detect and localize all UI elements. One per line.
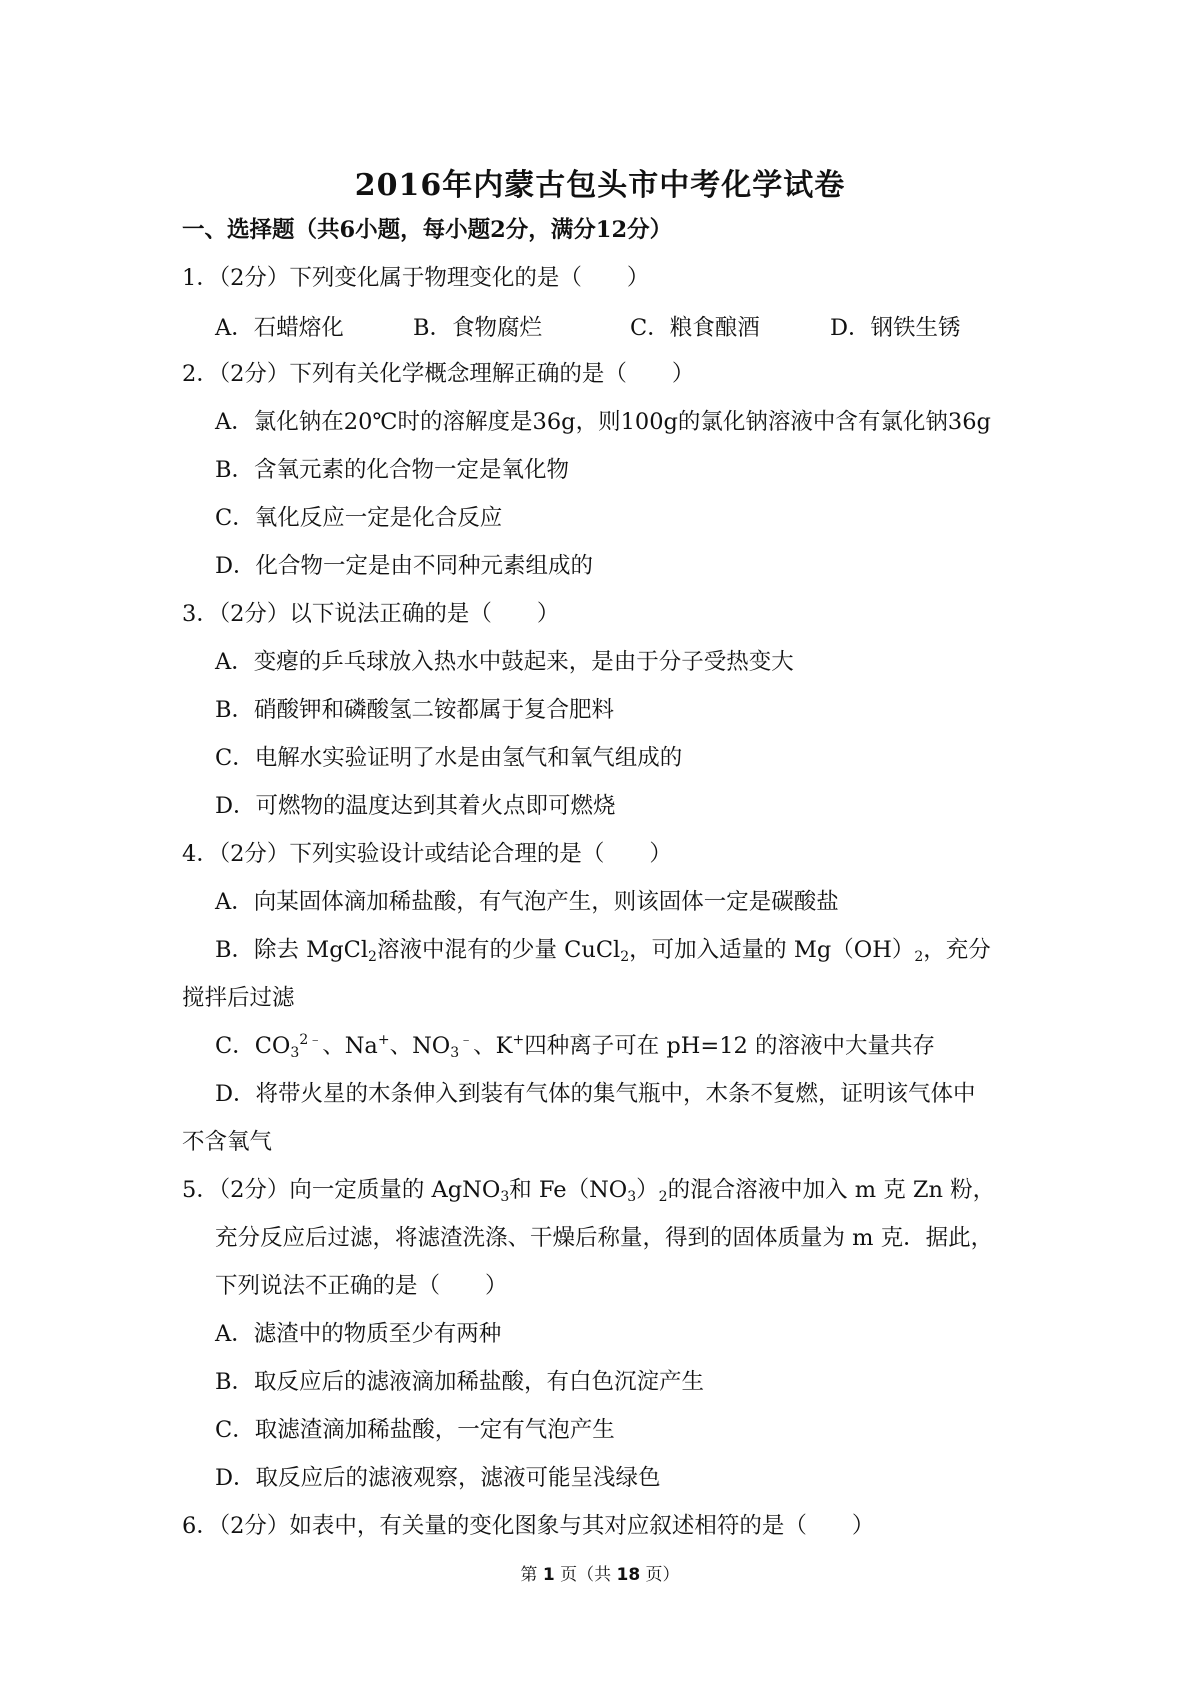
question-4-option-b-continued: 搅拌后过滤	[182, 985, 295, 1011]
question-3-stem: 3．（2分）以下说法正确的是（ ）	[182, 601, 560, 627]
question-4-option-a: A．向某固体滴加稀盐酸，有气泡产生，则该固体一定是碳酸盐	[215, 889, 839, 915]
section-heading: 一、选择题（共6小题，每小题2分，满分12分）	[182, 217, 673, 243]
question-3-option-d: D．可燃物的温度达到其着火点即可燃烧	[215, 793, 616, 819]
question-1-option-a: A．石蜡熔化	[215, 315, 344, 341]
question-5-stem-line-3: 下列说法不正确的是（ ）	[215, 1273, 508, 1299]
question-4-option-d-continued: 不含氧气	[182, 1129, 273, 1155]
question-5-option-a: A．滤渣中的物质至少有两种	[215, 1321, 502, 1347]
question-2-stem: 2．（2分）下列有关化学概念理解正确的是（ ）	[182, 361, 695, 387]
question-5-option-c: C．取滤渣滴加稀盐酸，一定有气泡产生	[215, 1417, 615, 1443]
question-4-option-b: B．除去 MgCl$_2$溶液中混有的少量 CuCl$_2$，可加入适量的 $Mg(OH)_2$，充分	[215, 937, 991, 965]
question-3-option-c: C．电解水实验证明了水是由氢气和氧气组成的	[215, 745, 683, 771]
question-4-option-d: D．将带火星的木条伸入到装有气体的集气瓶中，木条不复燃，证明该气体中	[215, 1081, 976, 1107]
question-1-stem: 1．（2分）下列变化属于物理变化的是（ ）	[182, 265, 650, 291]
question-1-option-b: B．食物腐烂	[413, 315, 543, 341]
question-5-stem-line-2: 充分反应后过滤，将滤渣洗涤、干燥后称量，得到的固体质量为 m 克．据此，	[215, 1225, 994, 1251]
question-1-option-c: C．粮食酿酒	[630, 315, 760, 341]
question-2-option-c: C．氧化反应一定是化合反应	[215, 505, 503, 531]
question-1-option-d: D．钢铁生锈	[830, 315, 961, 341]
question-6-stem: 6．（2分）如表中，有关量的变化图象与其对应叙述相符的是（ ）	[182, 1513, 875, 1539]
question-3-option-a: A．变瘪的乒乓球放入热水中鼓起来，是由于分子受热变大	[215, 649, 794, 675]
question-2-option-d: D．化合物一定是由不同种元素组成的	[215, 553, 594, 579]
question-5-stem: 5．（2分）向一定质量的 AgNO$_3$和 $Fe(NO_3)_2$的混合溶液中加入 m 克 Zn 粉，	[182, 1177, 996, 1205]
page-number: 1	[542, 1565, 555, 1585]
question-5-option-d: D．取反应后的滤液观察，滤液可能呈浅绿色	[215, 1465, 661, 1491]
page-footer: 第 1 页（共 18 页）	[520, 1565, 680, 1585]
question-2-option-a: A．氯化钠在20℃时的溶解度是36g，则100g的氯化钠溶液中含有氯化钠36g	[215, 409, 991, 435]
page-title: 2016年内蒙古包头市中考化学试卷	[354, 168, 846, 203]
question-4-stem: 4．（2分）下列实验设计或结论合理的是（ ）	[182, 841, 672, 867]
question-2-option-b: B．含氧元素的化合物一定是氧化物	[215, 457, 570, 483]
question-3-option-b: B．硝酸钾和磷酸氢二铵都属于复合肥料	[215, 697, 615, 723]
question-5-option-b: B．取反应后的滤液滴加稀盐酸，有白色沉淀产生	[215, 1369, 705, 1395]
question-4-option-c: C．$CO_3^{2﹣}$、Na+、$NO_3^﹣$、K+四种离子可在 pH=12 的溶液中大量共存	[215, 1032, 935, 1061]
page-total: 18	[616, 1565, 641, 1585]
